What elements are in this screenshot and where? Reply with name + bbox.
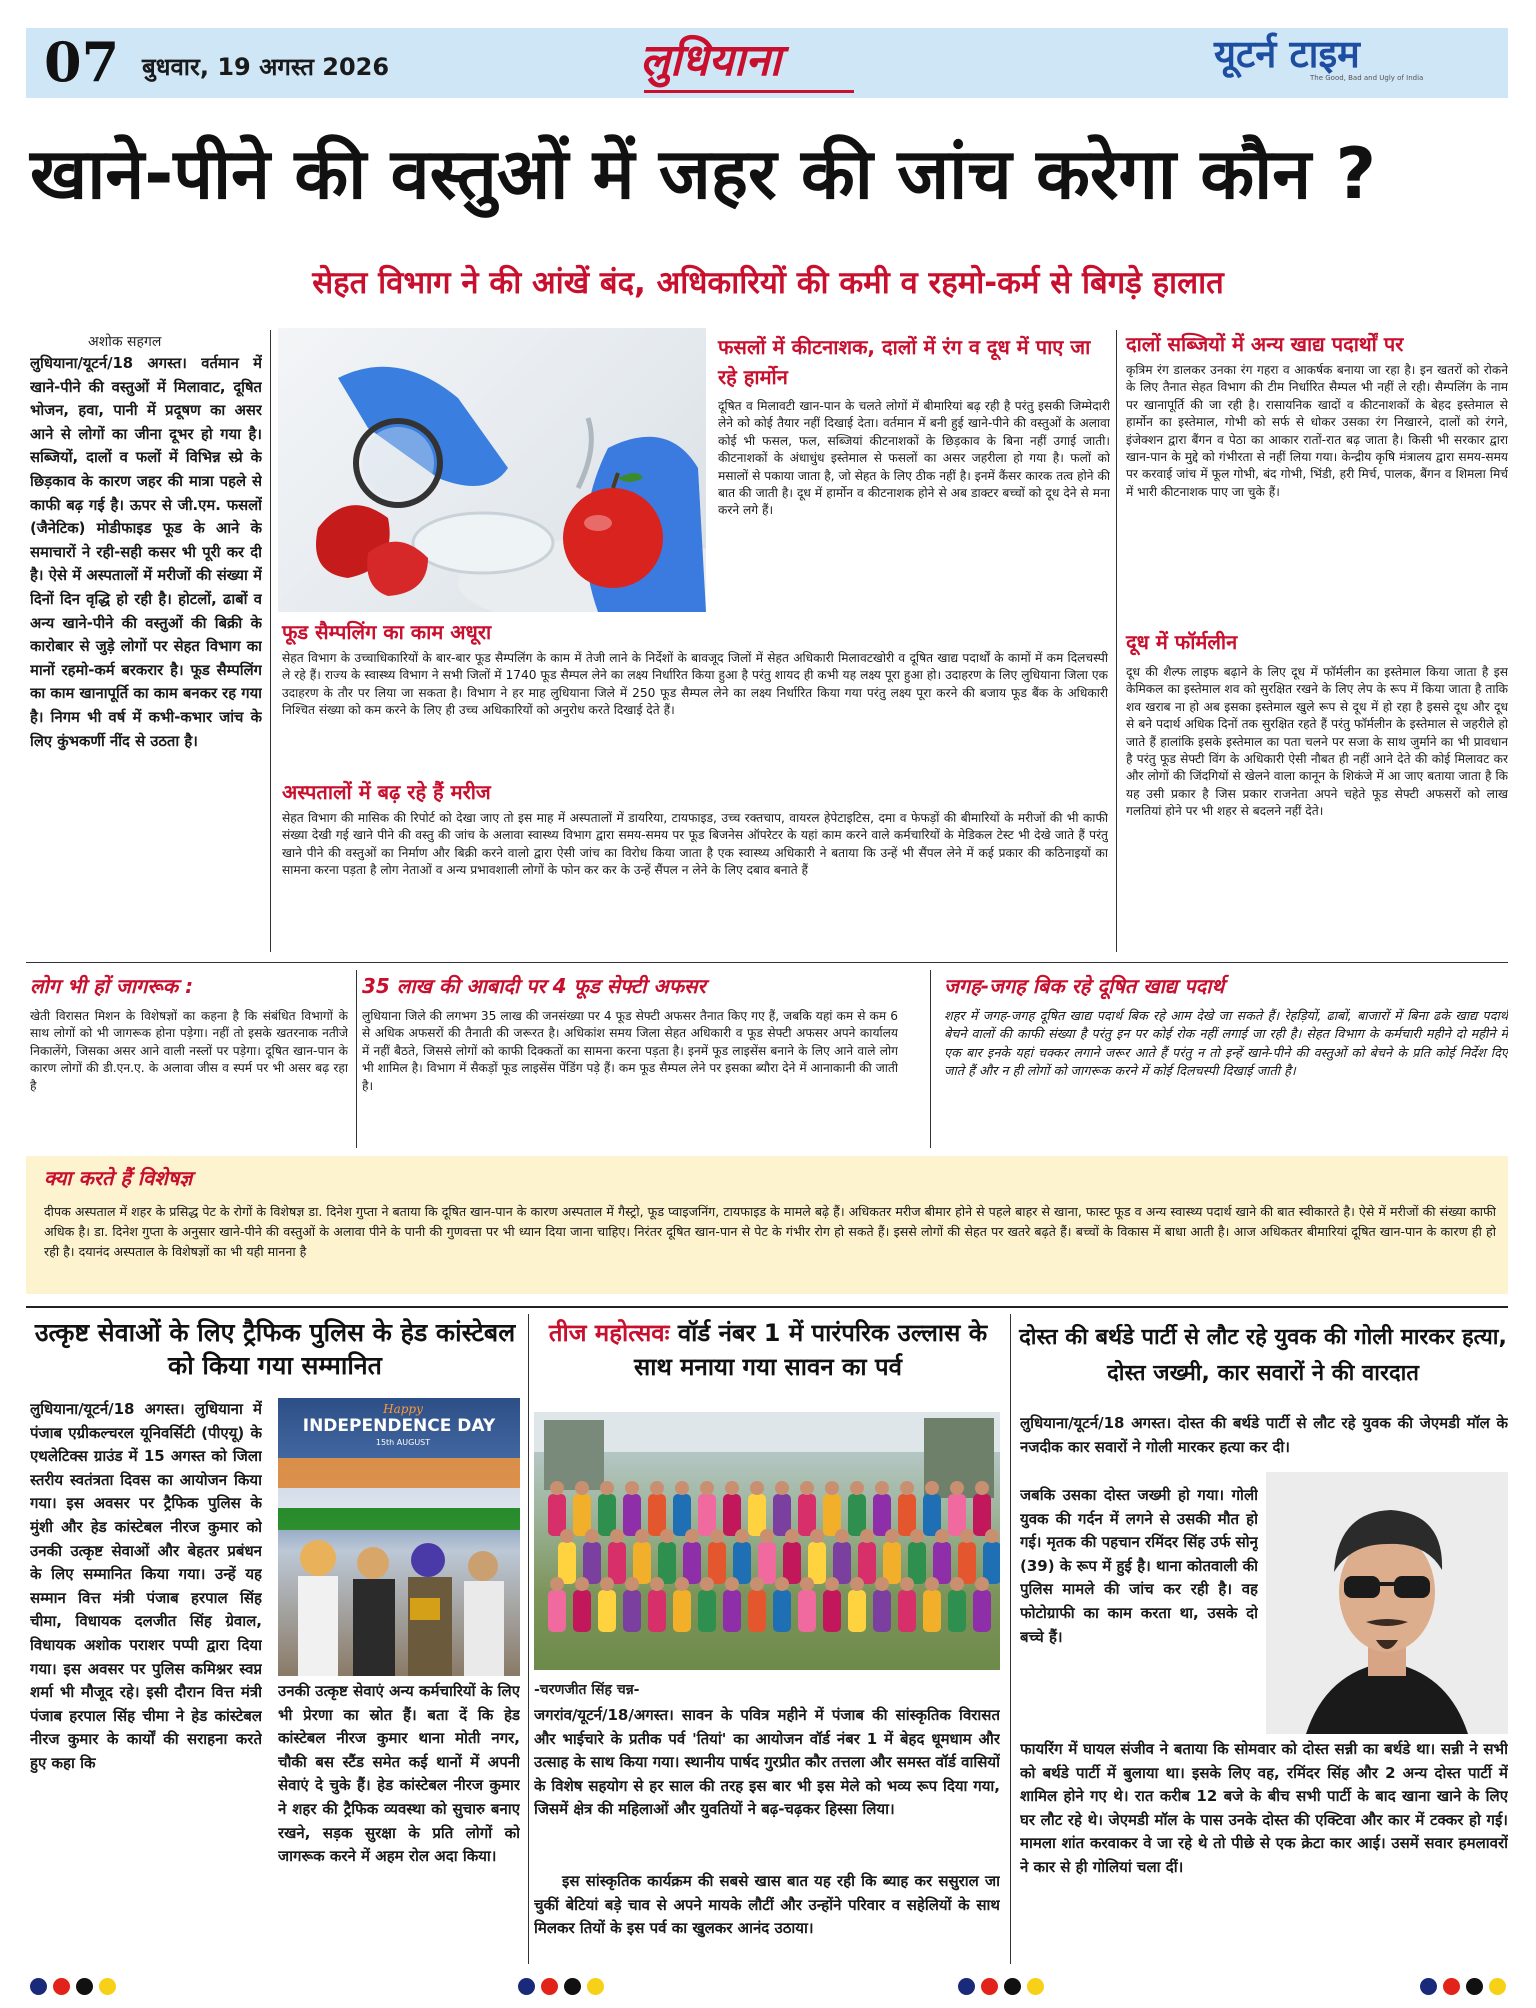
- crowd-person-head: [710, 1529, 724, 1543]
- crowd-person-head: [825, 1577, 839, 1591]
- crowd-person: [908, 1542, 926, 1584]
- city-name: लुधियाना: [640, 35, 782, 86]
- crowd-person-head: [550, 1577, 564, 1591]
- crowd-person: [973, 1590, 991, 1632]
- crowd-person-head: [910, 1529, 924, 1543]
- teej-text-2: इस सांस्कृतिक कार्यक्रम की सबसे खास बात यह रही कि ब्याह कर ससुराल जा चुकीं बेटियां बड़े चाव से अपने मायके लौटीं और उन्होंने परिवार व सहेलियों के साथ मिलकर तियों के इस पर्व का खुलकर आनंद उठाया।: [534, 1872, 1000, 1938]
- footer-dots-3: [958, 1978, 1044, 1995]
- teej-headline: [534, 1316, 1002, 1384]
- crowd-person-head: [560, 1529, 574, 1543]
- crowd-person: [623, 1590, 641, 1632]
- paper-logo: [1208, 30, 1504, 96]
- crowd-person: [648, 1494, 666, 1536]
- crowd-person: [933, 1542, 951, 1584]
- issue-date: बुधवार, 19 अगस्त 2026: [142, 53, 390, 81]
- paper-tagline: The Good, Bad and Ugly of India: [1310, 74, 1424, 82]
- crowd-person: [758, 1542, 776, 1584]
- dot: [981, 1978, 998, 1995]
- photo-banner-date: 15th AUGUST: [375, 1438, 431, 1447]
- crowd-person-head: [850, 1577, 864, 1591]
- crowd-person: [808, 1542, 826, 1584]
- teej-group-photo: [534, 1412, 1000, 1670]
- crowd-person-head: [725, 1481, 739, 1495]
- crowd-person-head: [950, 1577, 964, 1591]
- crowd-person: [858, 1542, 876, 1584]
- section-title-formalin: दूध में फॉर्मलीन: [1126, 630, 1238, 654]
- crowd-person-head: [550, 1481, 564, 1495]
- crowd-person: [573, 1494, 591, 1536]
- crowd-person-head: [900, 1481, 914, 1495]
- crowd-person: [698, 1494, 716, 1536]
- teej-headline-main: वॉर्ड नंबर 1 में पारंपरिक उल्लास के साथ मनाया गया सावन का पर्व: [634, 1319, 988, 1381]
- crowd-person-head: [750, 1577, 764, 1591]
- crowd-person-head: [650, 1481, 664, 1495]
- dot: [1489, 1978, 1506, 1995]
- crowd-person-head: [625, 1577, 639, 1591]
- crowd-person-head: [600, 1577, 614, 1591]
- divider: [1010, 1314, 1011, 1964]
- dot: [587, 1978, 604, 1995]
- crowd-person: [798, 1590, 816, 1632]
- crowd-person-head: [575, 1481, 589, 1495]
- section-title-everywhere: जगह-जगह बिक रहे दूषित खाद्य पदार्थ: [944, 974, 1225, 998]
- crowd-person-head: [885, 1529, 899, 1543]
- footer-dots-1: [30, 1978, 116, 1995]
- crowd-person-head: [650, 1577, 664, 1591]
- section-title-pulses: दालों सब्जियों में अन्य खाद्य पदार्थों पर: [1126, 332, 1404, 356]
- dot: [1420, 1978, 1437, 1995]
- divider: [930, 970, 931, 1148]
- crowd-person: [733, 1542, 751, 1584]
- murder-text-full: फायरिंग में घायल संजीव ने बताया कि सोमवार को दोस्त सन्नी का बर्थडे था। सन्नी ने सभी को बर्थडे पार्टी में बुलाया था। इसके लिए वह, रमिंदर सिंह और 2 अन्य दोस्त पार्टी में शामिल होने गए थे। रात करीब 12 बजे के बीच सभी पार्टी के बाद खाना खाने के लिए घर लौट रहे थे। जेएमडी मॉल के पास उनके दोस्त की एक्टिवा और कार में टक्कर हो गई। मामला शांत करवाकर वे जा रहे थे तो पीछे से एक क्रेटा कार आई। उसमें सवार हमलावरों ने कार से ही गोलियां चला दीं।: [1020, 1740, 1508, 1876]
- crowd-person: [598, 1494, 616, 1536]
- crowd-person-head: [575, 1577, 589, 1591]
- dot: [1466, 1978, 1483, 1995]
- police-headline: उत्कृष्ट सेवाओं के लिए ट्रैफिक पुलिस के हेड कांस्टेबल को किया गया सम्मानित: [34, 1318, 516, 1380]
- dot: [518, 1978, 535, 1995]
- crowd-person-head: [900, 1577, 914, 1591]
- crowd-person: [583, 1542, 601, 1584]
- divider: [1116, 330, 1117, 952]
- crowd-person: [848, 1590, 866, 1632]
- dot: [76, 1978, 93, 1995]
- teej-headline-prefix: तीज महोत्सवः: [548, 1319, 670, 1347]
- lab-photo-illustration: [278, 328, 706, 612]
- teej-text: जगरांव/यूटर्न/18/अगस्त। सावन के पवित्र महीने में पंजाब की सांस्कृतिक विरासत और भाईचारे के प्रतीक पर्व 'तियां' का आयोजन वॉर्ड नंबर 1 में बेहद धूमधाम और उत्साह के साथ किया गया। स्थानीय पार्षद गुरप्रीत कौर तत्तला और समस्त वॉर्ड वासियों के विशेष सहयोग से हर साल की तरह इस बार भी इस मेले को भव्य रूप दिया गया, जिसमें क्षेत्र की महिलाओं और युवतियों ने बढ़-चढ़कर हिस्सा लिया।: [534, 1706, 1000, 1819]
- crowd-person-head: [685, 1529, 699, 1543]
- crowd-person-head: [700, 1481, 714, 1495]
- crowd-person-head: [850, 1481, 864, 1495]
- crowd-person-head: [875, 1577, 889, 1591]
- crowd-person-head: [785, 1529, 799, 1543]
- crowd-person-head: [635, 1529, 649, 1543]
- sub-headline: सेहत विभाग ने की आंखें बंद, अधिकारियों की कमी व रहमो-कर्म से बिगड़े हालात: [312, 265, 1224, 301]
- crowd-person: [673, 1494, 691, 1536]
- crowd-person: [608, 1542, 626, 1584]
- section-title-awareness: लोग भी हों जागरूक :: [30, 974, 194, 998]
- murder-intro: लुधियाना/यूटर्न/18 अगस्त। दोस्त की बर्थडे पार्टी से लौट रहे युवक की जेएमडी मॉल के नजदीक कार सवारों ने गोली मारकर हत्या कर दी।: [1020, 1414, 1508, 1456]
- crowd-person: [558, 1542, 576, 1584]
- crowd-person-head: [700, 1577, 714, 1591]
- police-text-col1: लुधियाना/यूटर्न/18 अगस्त। लुधियाना में पंजाब एग्रीकल्चरल यूनिवर्सिटी (पीएयू) के एथलेटिक्स ग्राउंड में 15 अगस्त को जिला स्तरीय स्वतंत्रता दिवस का आयोजन किया गया। इस अवसर पर ट्रैफिक पुलिस के मुंशी और हेड कांस्टेबल नीरज कुमार को उनकी उत्कृष्ट सेवाओं और बेहतर प्रबंधन के लिए सम्मानित किया गया। उन्हें यह सम्मान वित्त मंत्री पंजाब हरपाल सिंह चीमा, विधायक दलजीत सिंह ग्रेवाल, विधायक अशोक पराशर पप्पी द्वारा दिया गया। इस अवसर पर पुलिस कमिश्नर स्वप्न शर्मा भी मौजूद रहे। इसी दौरान वित्त मंत्री पंजाब हरपाल सिंह चीमा ने हेड कांस्टेबल नीरज कुमार के कार्यों की सराहना करते हुए कहा कि: [30, 1400, 262, 1772]
- crowd-person: [823, 1590, 841, 1632]
- crowd-person: [973, 1494, 991, 1536]
- crowd-person: [883, 1542, 901, 1584]
- lead-article: लुधियाना/यूटर्न/18 अगस्त। वर्तमान में खाने-पीने की वस्तुओं में मिलावाट, दूषित भोजन, हवा, पानी में प्रदूषण का असर आने से लोगों का जीना दूभर हो गया है। सब्जियों, दालों व फलों में विभिन्न स्प्रे के छिड़काव के कारण जहर की मात्रा पहले से काफी बढ़ गई है। ऊपर से जी.एम. फसलों (जैनेटिक) मोडीफाइड फूड के आने के समाचारों ने रही-सही कसर भी पूरी कर दी है। ऐसे में अस्पतालों में मरीजों की संख्या में दिनों दिन वृद्धि हो रही है। होटलों, ढाबों व अन्य खाने-पीने की वस्तुओं की बिक्री के कारोबार से जुड़े लोगों पर सेहत विभाग का मानों रहमो-कर्म बरकरार है। फूड सैम्पलिंग का काम खानापूर्ति का काम बनकर रह गया है। निगम भी वर्ष में कभी-कभार जांच के लिए कुंभकर्णी नींद से उठता है।: [30, 355, 262, 750]
- crowd-person-head: [925, 1481, 939, 1495]
- crowd-person-head: [875, 1481, 889, 1495]
- section-title-officers: 35 लाख की आबादी पर 4 फूड सेफ्टी अफसर: [362, 974, 706, 998]
- paper-name: यूटर्न टाइम: [1214, 32, 1360, 76]
- crowd-person-head: [800, 1481, 814, 1495]
- crowd-person: [698, 1590, 716, 1632]
- footer-dots-2: [518, 1978, 604, 1995]
- crowd-person: [723, 1494, 741, 1536]
- crowd-person-head: [625, 1481, 639, 1495]
- victim-photo-illustration: [1266, 1472, 1508, 1734]
- crowd-person-head: [610, 1529, 624, 1543]
- divider: [270, 330, 271, 952]
- crowd-person: [773, 1494, 791, 1536]
- crowd-person: [623, 1494, 641, 1536]
- crowd-person: [748, 1494, 766, 1536]
- teej-byline: -चरणजीत सिंह चन्न-: [534, 1682, 640, 1698]
- divider: [356, 970, 357, 1148]
- crowd-person-head: [975, 1577, 989, 1591]
- section-text-awareness: खेती विरासत मिशन के विशेषज्ञों का कहना है कि संबंधित विभागों के साथ लोगों को भी जागरूक होना पड़ेगा। नहीं तो इसके खतरनाक नतीजे निकालेंगे, जिसका असर आने वाली नस्लों पर पड़ेगा। दूषित खान-पान के कारण लोगों की डी.एन.ए. के अलावा जीस व स्पर्म पर भी असर बढ़ रहा है: [30, 1009, 348, 1093]
- crowd-person-head: [675, 1577, 689, 1591]
- main-headline: खाने-पीने की वस्तुओं में जहर की जांच करेगा कौन ?: [30, 133, 1377, 215]
- crowd-person-head: [660, 1529, 674, 1543]
- dot: [958, 1978, 975, 1995]
- crowd-person: [923, 1590, 941, 1632]
- divider: [26, 1306, 1508, 1308]
- dot: [1004, 1978, 1021, 1995]
- dot: [30, 1978, 47, 1995]
- crowd-person: [648, 1590, 666, 1632]
- dot: [1027, 1978, 1044, 1995]
- dot: [99, 1978, 116, 1995]
- crowd-person: [773, 1590, 791, 1632]
- section-title-experts: क्या करते हैं विशेषज्ञ: [44, 1166, 193, 1190]
- crowd-person-head: [735, 1529, 749, 1543]
- crowd-person-head: [960, 1529, 974, 1543]
- crowd-person: [958, 1542, 976, 1584]
- section-text-pulses: कृत्रिम रंग डालकर उनका रंग गहरा व आकर्षक बनाया जा रहा है। इन खतरों को रोकने के लिए तैनात सेहत विभाग की टीम निर्धारित सैम्पल भी नहीं ले रही। सैम्पलिंग के नाम पर खानापूर्ति की जा रही है। रासायनिक खादों व कीटनाशकों के बेहद इस्तेमाल से हार्मोन का इस्तेमाल, गोभी को सर्फ से धोकर उसका रंग निखारने, दालों को रंगने, इंजेक्शन द्वारा बैंगन व पेठा का आकार रातों-रात बढ़ जाता है। किसी भी सरकार द्वारा खान-पान के मुद्दे को गंभीरता से नहीं लिया गया। केन्द्रीय कृषि मंत्रालय द्वारा समय-समय पर करवाई जांच में फूल गोभी, बंद गोभी, भिंडी, हरी मिर्च, पालक, बैंगन व शिमला मिर्च में भारी कीटनाशक पाए जा चुके हैं।: [1126, 363, 1508, 499]
- crowd-person: [683, 1542, 701, 1584]
- divider: [26, 962, 1508, 963]
- section-text-sampling: सेहत विभाग के उच्चाधिकारियों के बार-बार फूड सैम्पलिंग के काम में तेजी लाने के निर्देशों के बावजूद जिलों में सेहत अधिकारी मिलावटखोरी व दूषित खाद्य पदार्थों के कामों में कम दिलचस्पी ले रहे हैं। राज्य के स्वास्थ्य विभाग ने सभी जिलों में 1740 फूड सैम्पल लेने का लक्ष्य निर्धारित किया हुआ है परंतु शायद ही कभी यह लक्ष्य पूरा हुआ हो। उदाहरण के लिए लुधियाना जिला एक उदाहरण के तौर पर लिया जा सकता है। विभाग ने हर माह लुधियाना जिले में 250 फूड सैम्पल लेने का लक्ष्य निर्धारित किया गया परंतु लक्ष्य पूरा करने की बजाय फूड बैंक के अधिकारी निश्चित संख्या को कम करने के लिए ही उच्च अधिकारियों को अनुरोध करते दिखाई देते हैं।: [282, 651, 1108, 718]
- crowd-person-head: [750, 1481, 764, 1495]
- crowd-person: [873, 1590, 891, 1632]
- crowd-person-head: [585, 1529, 599, 1543]
- crowd-person: [898, 1590, 916, 1632]
- crowd-person: [798, 1494, 816, 1536]
- crowd-person-head: [800, 1577, 814, 1591]
- crowd-person: [548, 1494, 566, 1536]
- crowd-person: [548, 1590, 566, 1632]
- crowd-person-head: [775, 1481, 789, 1495]
- photo-banner: INDEPENDENCE DAY: [302, 1416, 496, 1436]
- photo-banner-small: Happy: [383, 1402, 423, 1416]
- crowd-person-head: [675, 1481, 689, 1495]
- dot: [1443, 1978, 1460, 1995]
- dot: [541, 1978, 558, 1995]
- crowd-person: [783, 1542, 801, 1584]
- crowd-person: [658, 1542, 676, 1584]
- crowd-person-head: [975, 1481, 989, 1495]
- section-text-experts: दीपक अस्पताल में शहर के प्रसिद्ध पेट के रोगों के विशेषज्ञ डा. दिनेश गुप्ता ने बताया कि दूषित खान-पान के कारण अस्पताल में गैस्ट्रो, फूड प्वाइजनिंग, टायफाइड के मामले बढ़े हैं। अधिकतर मरीज बीमार होने से पहले बाहर से खाना, फास्ट फूड व अन्य स्वास्थ्य पदार्थ खाने की बात स्वीकारते है। ऐसे में मरीजों की संख्या काफी अधिक है। डा. दिनेश गुप्ता के अनुसार खाने-पीने की वस्तुओं के अलावा पीने के पानी की गुणवत्ता पर भी ध्यान दिया जाना चाहिए। निरंतर दूषित खान-पान से पेट के गंभीर रोग हो सकते हैं। इससे लोगों की सेहत पर खतरे बढ़ते हैं। बच्चों के विकास में बाधा आती है। आज अधिकतर बीमारियां दूषित खान-पान के कारण ही हो रही है। दयानंद अस्पताल के विशेषज्ञों का भी यही मानना है: [44, 1204, 1496, 1259]
- page-number: 07: [44, 30, 120, 94]
- crowd-person: [633, 1542, 651, 1584]
- byline: अशोक सहगल: [88, 334, 162, 350]
- crowd-person-head: [950, 1481, 964, 1495]
- crowd-person: [948, 1494, 966, 1536]
- police-photo: [278, 1398, 520, 1676]
- crowd-person: [873, 1494, 891, 1536]
- crowd-person: [598, 1590, 616, 1632]
- section-text-pesticides: दूषित व मिलावटी खान-पान के चलते लोगों में बीमारियां बढ़ रही है परंतु इसकी जिम्मेदारी लेने को कोई तैयार नहीं दिखाई देता। वर्तमान में बनी हुई खाने-पीने की वस्तुओं के अलावा कोई भी फसल, फल, सब्जियां कीटनाशकों के छिड़काव के बिना नहीं उगाई जाती। कीटनाशकों के अंधाधुंध इस्तेमाल से फसलों का असर जहरीला हो गया है। फलों को मसालों से पकाया जाता है, जो सेहत के लिए ठीक नहीं है। इनमें कैंसर कारक तत्व होने की बात की जाती है। दूध में हार्मोन व कीटनाशक होने से अब डाक्टर बच्चों को दूध देने से मना करने लगे हैं।: [718, 399, 1110, 518]
- crowd-person-head: [935, 1529, 949, 1543]
- murder-text-narrow: जबकि उसका दोस्त जख्मी हो गया। गोली युवक की गर्दन में लगने से उसकी मौत हो गई। मृतक की पहचान रमिंदर सिंह उर्फ सोनू (39) के रूप में हुई है। थाना कोतवाली की पुलिस मामले की जांच कर रही है। वह फोटोग्राफी का काम करता था, उसके दो बच्चे हैं।: [1020, 1486, 1258, 1646]
- crowd-person-head: [760, 1529, 774, 1543]
- crowd-person: [983, 1542, 1000, 1584]
- murder-headline: दोस्त की बर्थडे पार्टी से लौट रहे युवक की गोली मारकर हत्या, दोस्त जख्मी, कार सवारों ने की वारदात: [1019, 1325, 1507, 1386]
- dot: [564, 1978, 581, 1995]
- crowd-person-head: [835, 1529, 849, 1543]
- teej-photo-illustration: [534, 1412, 1000, 1670]
- lab-photo: [278, 328, 706, 612]
- section-text-formalin: दूध की शैल्फ लाइफ बढ़ाने के लिए दूध में फॉर्मलीन का इस्तेमाल किया जाता है इस केमिकल का इस्तेमाल शव को सुरक्षित रखने के लिए लेप के रूप में किया जाता है ताकि शव खराब ना हो अब इसका इस्तेमाल खुले रूप से दूध में हो रहा है इससे दूध और दूध से बने पदार्थ अधिक दिनों तक सुरक्षित रहते हैं परंतु फॉर्मलीन के इस्तेमाल से जहरीले हो जाते हैं हालांकि इसके इस्तेमाल का पता चलने पर सजा के साथ जुर्माने का भी प्रावधान है परंतु फूड सेफ्टी विंग के अधिकारी ऐसी नौबत ही नहीं आने देते की कोई मिलावट कर और लोगों की जिंदगियों से खेलने वाला कानून के शिकंजे में आ जाए बताया जाता है कि यह उसी प्रकार है जिस प्रकार राजनेता अपने चहेते फूड सेफ्टी अफसरों को लाख गलतियां होने पर भी शहर से बदलने नहीं देते।: [1126, 665, 1508, 819]
- section-text-everywhere: शहर में जगह-जगह दूषित खाद्य पदार्थ बिक रहे आम देखे जा सकते हैं। रेहड़ियों, ढाबों, बाजारों में बिना ढके खाद्य पदार्थ बेचने वालों की काफी संख्या है परंतु इन पर कोई रोक नहीं लगाई जा रही है। सेहत विभाग के कर्मचारी महीने दो महीने में एक बार इनके यहां चक्कर लगाने जरूर आते हैं परंतु न तो इन्हें खाने-पीने की वस्तुओं को बेचने के प्रति कोई निर्देश दिए जाते हैं और न ही लोगों को जागरूक करने में कोई दिलचस्पी दिखाई जाती है।: [944, 1009, 1508, 1080]
- dot: [53, 1978, 70, 1995]
- crowd-person: [723, 1590, 741, 1632]
- crowd-person: [673, 1590, 691, 1632]
- crowd-person-head: [775, 1577, 789, 1591]
- footer-dots-4: [1420, 1978, 1506, 1995]
- section-title-patients: अस्पतालों में बढ़ रहे हैं मरीज: [282, 780, 491, 804]
- crowd-person: [748, 1590, 766, 1632]
- crowd-person-head: [725, 1577, 739, 1591]
- section-title-sampling: फूड सैम्पलिंग का काम अधूरा: [282, 620, 492, 644]
- section-text-officers: लुधियाना जिले की लगभग 35 लाख की जनसंख्या पर 4 फूड सेफ्टी अफसर तैनात किए गए हैं, जबकि यहां कम से कम 6 से अधिक अफसरों की तैनाती की जरूरत है। अधिकांश समय जिला सेहत अधिकारी व फूड सेफ्टी अफसर अपने कार्यालय में नहीं बैठते, जिससे लोगों को काफी दिक्कतों का सामना करना पड़ता है। इनमें फूड लाइसेंस बनाने के लिए आने वाले लोग भी शामिल है। विभाग में सैकड़ों फूड लाइसेंस पेंडिंग पड़े हैं। कम फूड सैम्पल लेने पर इसका ब्यौरा देने में आनाकानी की जाती है।: [362, 1009, 898, 1093]
- crowd-person: [833, 1542, 851, 1584]
- divider: [528, 1314, 529, 1964]
- crowd-person: [923, 1494, 941, 1536]
- crowd-person: [848, 1494, 866, 1536]
- crowd-person-head: [600, 1481, 614, 1495]
- crowd-person-head: [825, 1481, 839, 1495]
- crowd-person: [948, 1590, 966, 1632]
- crowd-person: [898, 1494, 916, 1536]
- crowd-person-head: [810, 1529, 824, 1543]
- section-text-patients: सेहत विभाग की मासिक की रिपोर्ट को देखा जाए तो इस माह में अस्पतालों में डायरिया, टायफाइड, उच्च रक्तचाप, वायरल हेपेटाइटिस, दमा व फेफड़ों की बीमारियों के मरीजों की भी काफी संख्या देखी गई खाने पीने की वस्तु की जांच के अलावा स्वास्थ्य विभाग द्वारा समय-समय पर फूड बिजनेस ऑपरेटर के यहां काम करने वाले कर्मचारियों के मेडिकल टेस्ट भी देखे जाते हैं परंतु खाने पीने की वस्तुओं का निर्माण और बिक्री करने वालो द्वारा ऐसी जांच का विरोध किया जाता है एक स्वास्थ्य अधिकारी ने बताया कि उन्हें भी सैंपल लेने में कई प्रकार की कठिनाइयों का सामना करना पड़ता है लोग नेताओं व अन्य प्रभावशाली लोगों के फोन कर कर के उन्हें सैंपल न लेने के लिए दबाव बनाते हैं: [282, 811, 1108, 878]
- crowd-person-head: [860, 1529, 874, 1543]
- crowd-person-head: [925, 1577, 939, 1591]
- crowd-person: [823, 1494, 841, 1536]
- city-underline: [644, 90, 854, 93]
- crowd-person-head: [985, 1529, 999, 1543]
- section-title-pesticides: फसलों में कीटनाशक, दालों में रंग व दूध में पाए जा रहे हार्मोन: [718, 335, 1091, 389]
- victim-photo: [1266, 1472, 1508, 1734]
- police-text-col2: उनकी उत्कृष्ट सेवाएं अन्य कर्मचारियों के लिए भी प्रेरणा का स्रोत हैं। बता दें कि हेड कांस्टेबल नीरज कुमार थाना मोती नगर, चौकी बस स्टैंड समेत कई थानों में अपनी सेवाएं दे चुके हैं। हेड कांस्टेबल नीरज कुमार ने शहर की ट्रैफिक व्यवस्था को सुचारु बनाए रखने, सड़क सुरक्षा के प्रति लोगों को जागरूक करने में अहम रोल अदा किया।: [278, 1682, 520, 1866]
- crowd-person: [573, 1590, 591, 1632]
- crowd-person: [708, 1542, 726, 1584]
